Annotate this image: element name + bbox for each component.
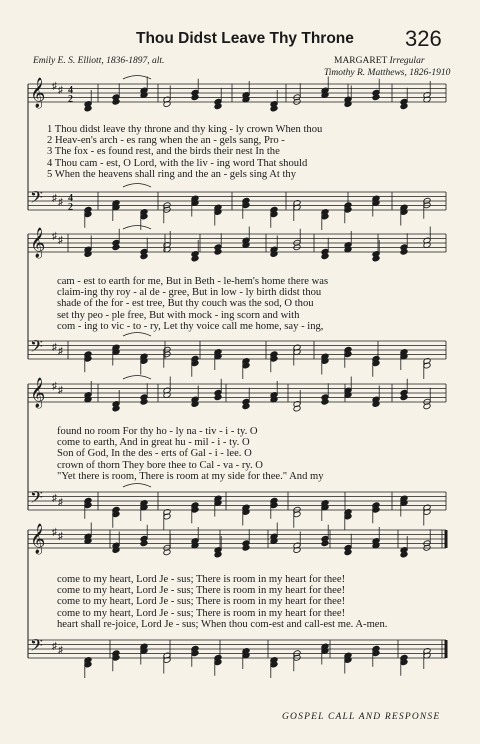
lyric-line: heart shall re-joice, Lord Je - sus; When thou com-est and call-est me. A-men. xyxy=(57,618,388,630)
lyric-line: 1 Thou didst leave thy throne and thy king - ly crown When thou xyxy=(47,124,323,135)
lyric-line: come to my heart, Lord Je - sus; There is room in my heart for thee! xyxy=(57,585,346,597)
category-footer: GOSPEL CALL AND RESPONSE xyxy=(282,712,441,722)
lyrics-block-3 xyxy=(57,426,324,482)
time-signature: 2 xyxy=(68,94,73,105)
lyric-line: found no room For thy ho - ly na - tiv - i - ty. O xyxy=(57,426,258,437)
tune-meter: Irregular xyxy=(389,56,425,66)
lyrics-block-2 xyxy=(57,276,328,332)
lyric-line: 5 When the heavens shall ring and the an - gels sing At thy xyxy=(47,168,296,180)
lyric-line: claim-ing thy roy - al de - gree, But in low - ly birth didst thou xyxy=(57,287,322,299)
lyric-line: shade of the for - est tree, But thy couch was the sod, O thou xyxy=(57,298,314,310)
sharp-icon: ♯ xyxy=(58,197,63,208)
sharp-icon: ♯ xyxy=(52,641,57,652)
bass-clef-icon: 𝄢 xyxy=(30,635,43,659)
treble-clef-icon: 𝄞 xyxy=(30,78,46,108)
tune-name: MARGARET xyxy=(334,56,388,66)
treble-clef-icon: 𝄞 xyxy=(30,228,46,258)
sharp-icon: ♯ xyxy=(52,381,57,392)
sharp-icon: ♯ xyxy=(52,81,57,92)
sharp-icon: ♯ xyxy=(52,527,57,538)
lyric-line: come to my heart, Lord Je - sus; There is room in my heart for thee! xyxy=(57,607,346,619)
sharp-icon: ♯ xyxy=(52,493,57,504)
lyric-line: 4 Thou cam - est, O Lord, with the liv - ing word That should xyxy=(47,157,308,169)
sharp-icon: ♯ xyxy=(52,193,57,204)
bass-clef-icon: 𝄢 xyxy=(30,336,43,360)
hymn-number: 326 xyxy=(405,26,442,51)
lyric-line: come to my heart, Lord Je - sus; There is room in my heart for thee! xyxy=(57,574,346,585)
slur xyxy=(123,333,151,337)
slur xyxy=(123,184,151,188)
lyric-line: come to my heart, Lord Je - sus; There is room in my heart for thee! xyxy=(57,596,346,608)
sharp-icon: ♯ xyxy=(52,342,57,353)
time-signature: 4 xyxy=(68,85,73,96)
lyrics-block-1 xyxy=(47,124,322,180)
sharp-icon: ♯ xyxy=(58,645,63,656)
lyric-line: 3 The fox - es found rest, and the birds their nest In the xyxy=(47,146,280,158)
sharp-icon: ♯ xyxy=(58,346,63,357)
lyric-line: "Yet there is room, There is room at my side for thee." And my xyxy=(57,470,324,482)
bass-clef-icon: 𝄢 xyxy=(30,487,43,511)
author-credit: Emily E. S. Elliott, 1836-1897, alt. xyxy=(33,56,165,66)
time-signature: 4 xyxy=(68,193,73,204)
time-signature: 2 xyxy=(68,202,73,213)
treble-clef-icon: 𝄞 xyxy=(30,378,46,408)
sharp-icon: ♯ xyxy=(58,235,63,246)
lyric-line: crown of thorn They bore thee to Cal - va - ry. O xyxy=(57,459,263,471)
composer-credit: Timothy R. Matthews, 1826-1910 xyxy=(324,68,451,78)
hymn-title: Thou Didst Leave Thy Throne xyxy=(136,30,354,47)
lyric-line: cam - est to earth for me, But in Beth - le-hem's home there was xyxy=(57,276,329,287)
sharp-icon: ♯ xyxy=(58,497,63,508)
lyric-line: com - ing to vic - to - ry, Let thy voice call me home, say - ing, xyxy=(57,320,324,332)
slur xyxy=(123,484,151,488)
sharp-icon: ♯ xyxy=(58,85,63,96)
slur xyxy=(123,226,151,230)
slur xyxy=(123,376,151,380)
treble-clef-icon: 𝄞 xyxy=(30,524,46,554)
lyric-line: set thy peo - ple free, But with mock - ing scorn and with xyxy=(57,309,300,321)
lyrics-block-4 xyxy=(57,574,387,630)
bass-clef-icon: 𝄢 xyxy=(30,187,43,211)
lyric-line: come to earth, And in great hu - mil - i - ty. O xyxy=(57,437,250,449)
lyric-line: Son of God, In the des - erts of Gal - i - lee. O xyxy=(57,448,252,460)
sharp-icon: ♯ xyxy=(58,385,63,396)
lyric-line: 2 Heav-en's arch - es rang when the an - gels sang, Pro - xyxy=(47,135,285,147)
sharp-icon: ♯ xyxy=(52,231,57,242)
sharp-icon: ♯ xyxy=(58,531,63,542)
